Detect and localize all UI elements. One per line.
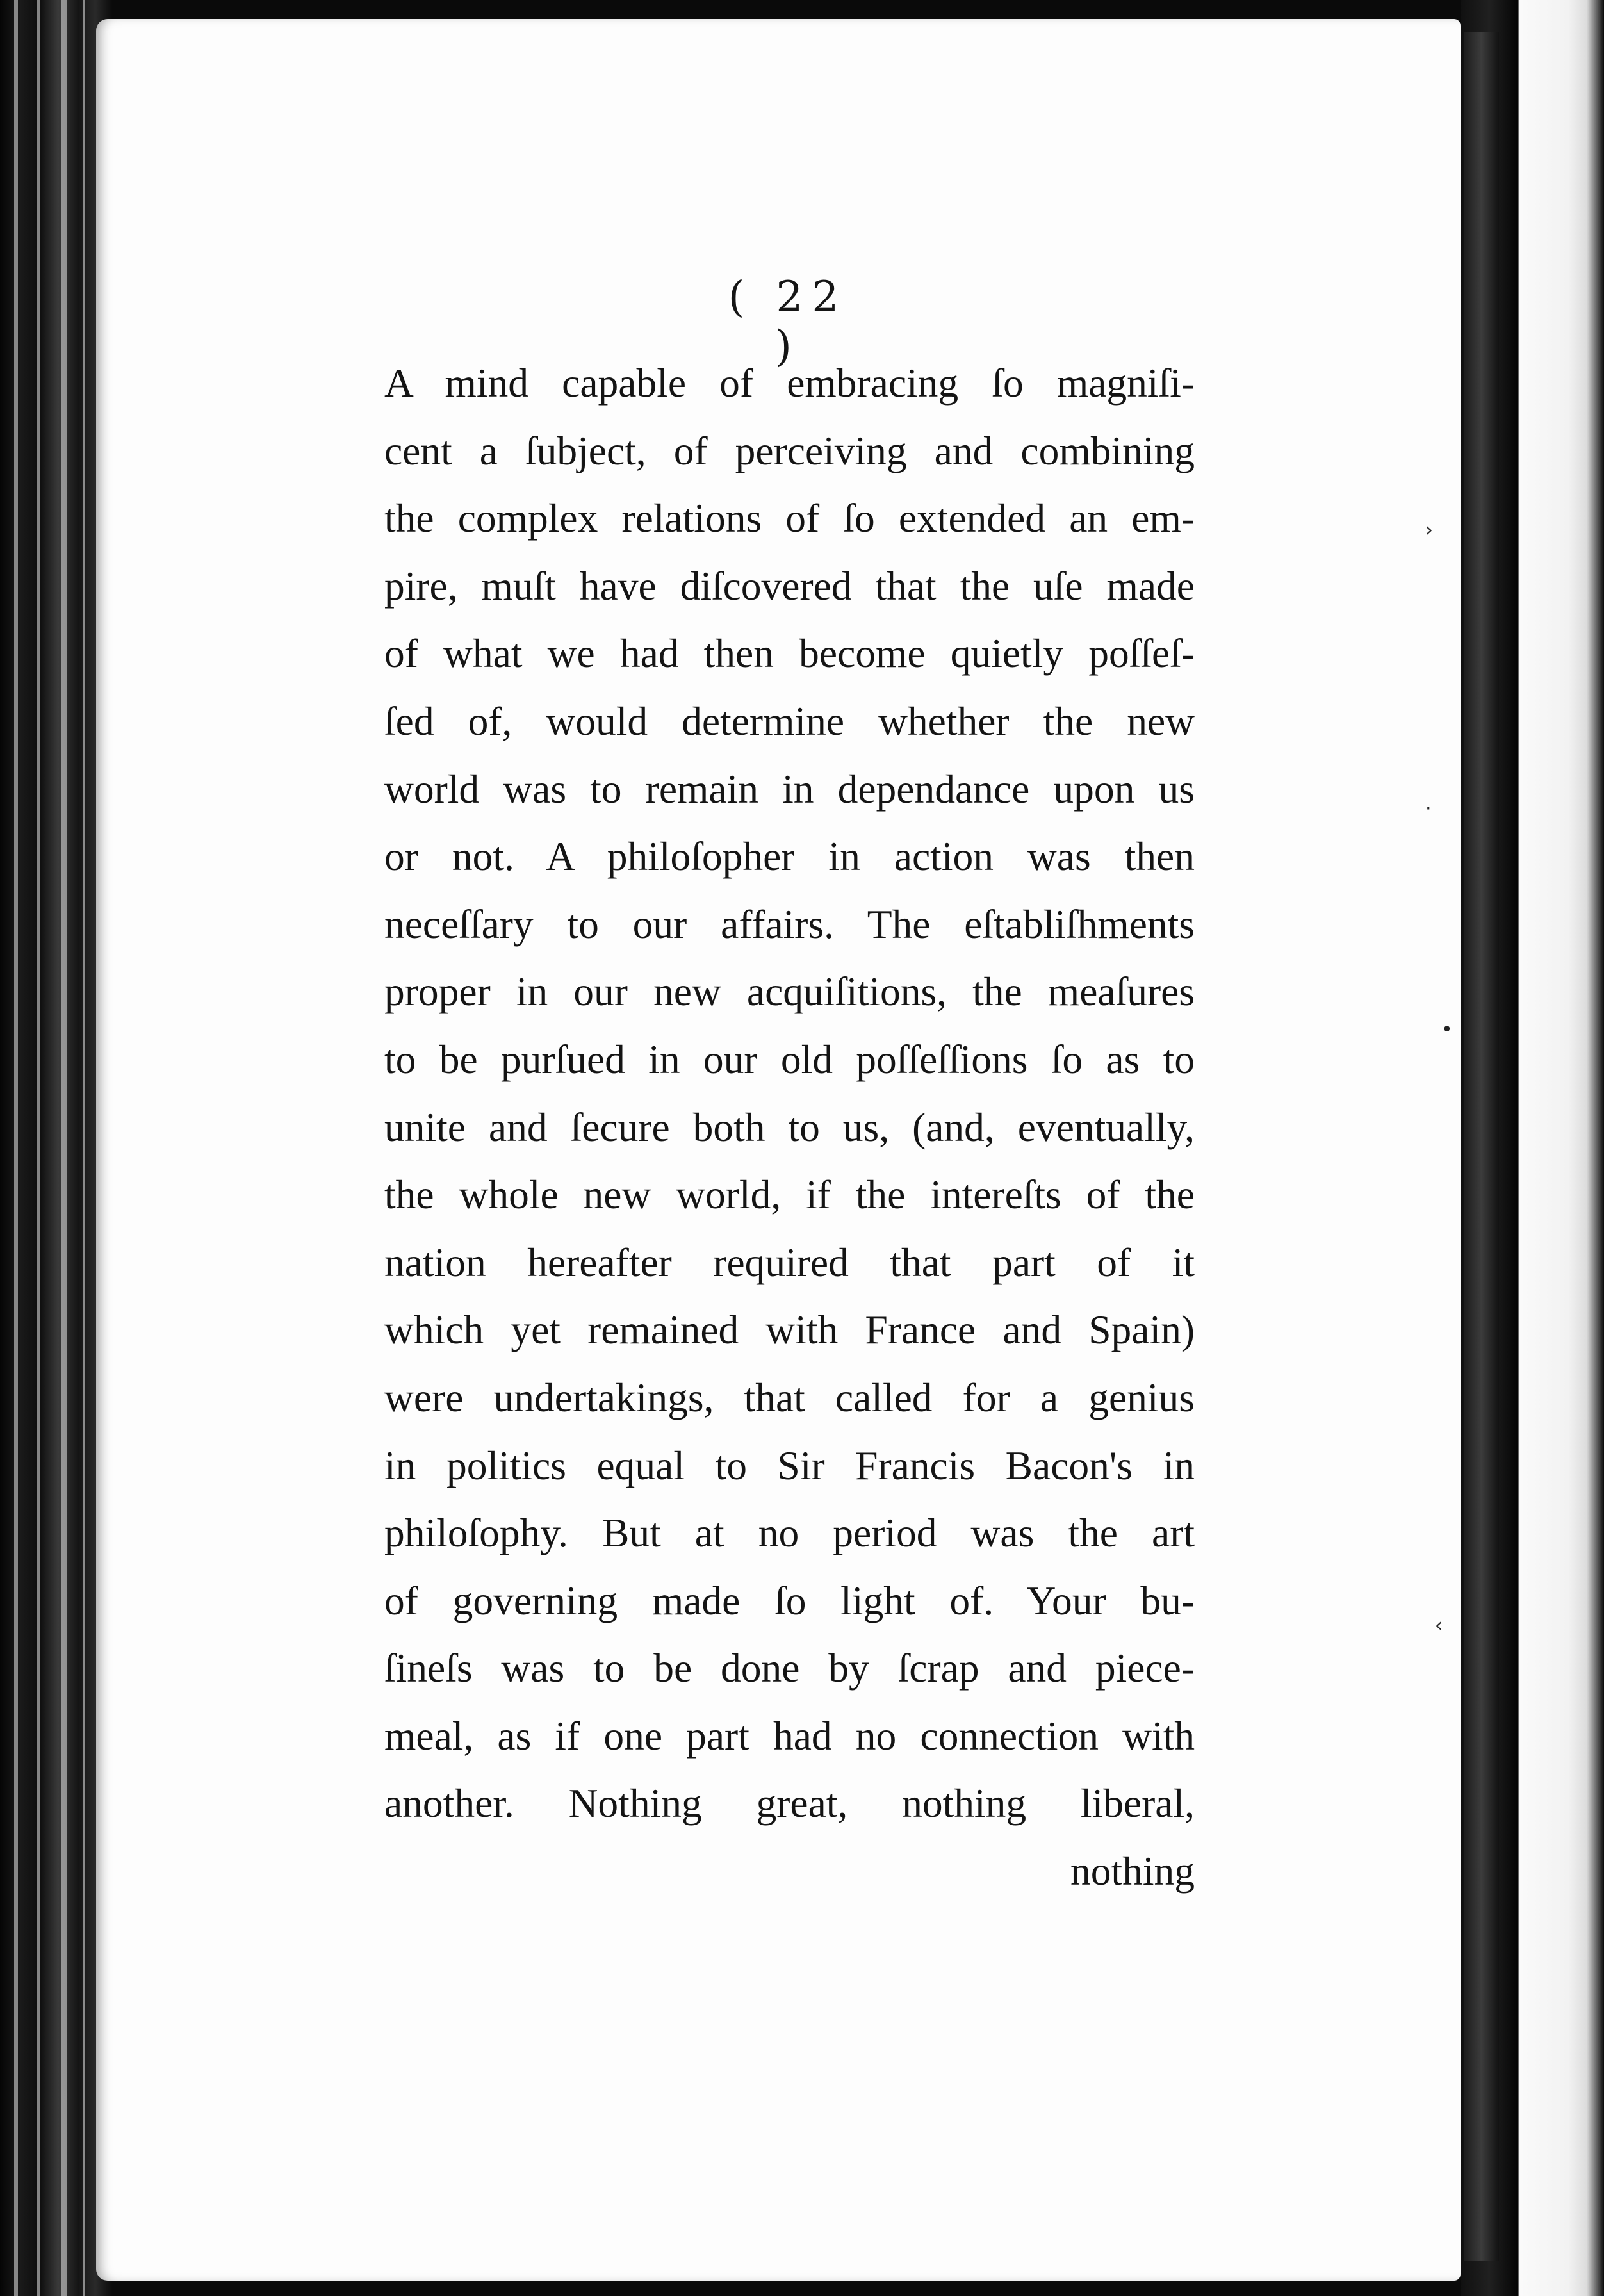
text-line: or not. A philoſopher in action was then xyxy=(384,833,1195,880)
text-line: in politics equal to Sir Francis Bacon's in xyxy=(384,1442,1195,1488)
text-line: proper in our new acquiſitions, the meaſures xyxy=(384,969,1195,1015)
text-line: which yet remained with France and Spain) xyxy=(384,1307,1195,1353)
body-text xyxy=(384,349,1195,1905)
text-line: of governing made ſo light of. Your bu- xyxy=(384,1577,1195,1623)
text-line: world was to remain in dependance upon us xyxy=(384,766,1195,812)
text-line: unite and ſecure both to us, (and, eventually, xyxy=(384,1104,1195,1150)
text-line: ſed of, would determine whether the new xyxy=(384,698,1195,744)
text-line: nation hereafter required that part of it xyxy=(384,1239,1195,1285)
text-line: pire, muſt have diſcovered that the uſe made xyxy=(384,562,1195,609)
scan-speck: › xyxy=(1425,519,1433,541)
scan-speck: • xyxy=(1441,1019,1453,1041)
catchword: nothing xyxy=(1070,1848,1195,1894)
scan-speck: ‹ xyxy=(1435,1614,1443,1637)
text-line: cent a ſubject, of perceiving and combining xyxy=(384,427,1195,473)
text-line: the whole new world, if the intereſts of the xyxy=(384,1172,1195,1218)
text-line: to be purſued in our old poſſeſſions ſo as to xyxy=(384,1036,1195,1082)
text-line: were undertakings, that called for a genius xyxy=(384,1374,1195,1420)
text-line: neceſſary to our affairs. The eſtabliſhments xyxy=(384,901,1195,947)
text-line: another. Nothing great, nothing liberal, xyxy=(384,1780,1195,1826)
text-line: the complex relations of ſo extended an em- xyxy=(384,495,1195,541)
text-line: of what we had then become quietly poſſeſ- xyxy=(384,630,1195,676)
binding-shadow-right xyxy=(1464,32,1499,2261)
text-line: philoſophy. But at no period was the art xyxy=(384,1510,1195,1556)
book-binding-left xyxy=(0,0,112,2296)
page-number: ( 22 ) xyxy=(728,272,848,371)
text-line: ſineſs was to be done by ſcrap and piece- xyxy=(384,1645,1195,1691)
text-line: meal, as if one part had no connection with xyxy=(384,1712,1195,1759)
scan-speck: · xyxy=(1425,798,1432,820)
text-line: A mind capable of embracing ſo magniſi- xyxy=(384,360,1195,406)
